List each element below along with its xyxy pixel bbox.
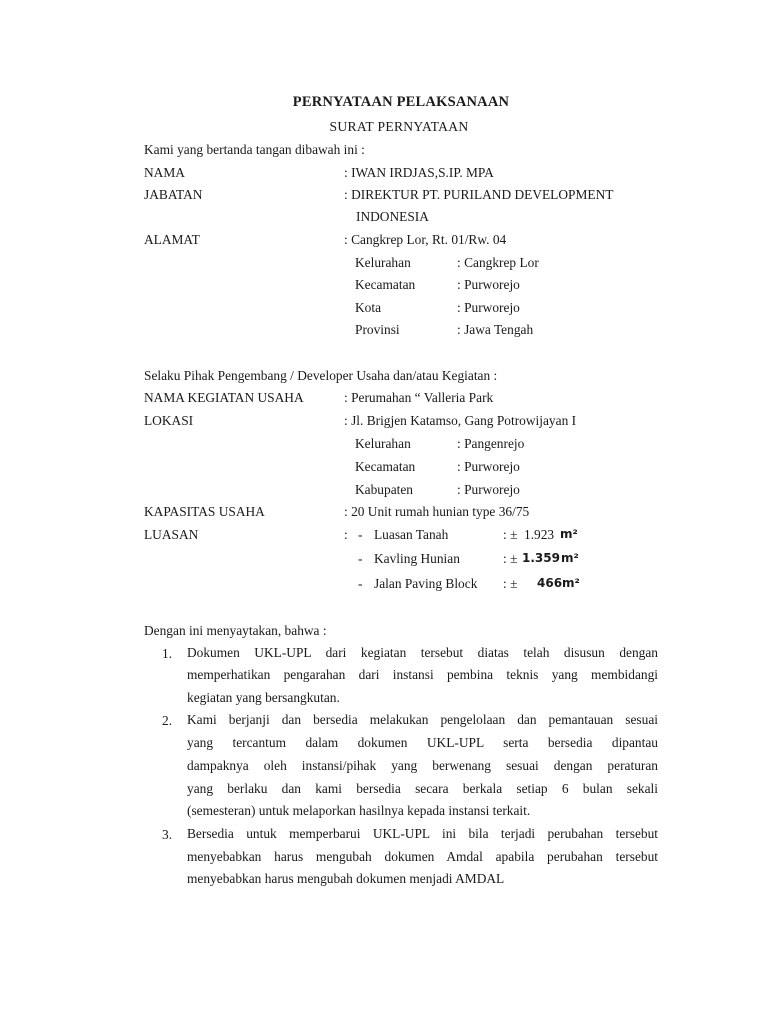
statement-2-line-4: yang berlaku dan kami bersedia secara berkala setiap 6 bulan sekali [187,781,658,796]
nama-label: NAMA [144,165,185,180]
paving-unit: m² [562,576,580,590]
luasan-tanah-sep: : ± [503,527,518,542]
jabatan-label: JABATAN [144,187,203,202]
kavling-unit: m² [561,551,579,565]
document-title: PERNYATAAN PELAKSANAAN [292,94,510,110]
luasan-tanah-dash: - [358,527,363,542]
kavling-value: 1.359 [522,551,560,565]
nama-value: : IWAN IRDJAS,S.IP. MPA [344,165,494,180]
statement-3-number: 3. [162,827,173,842]
statement-intro: Dengan ini menyaytakan, bahwa : [144,623,327,638]
statement-1-line-2: memperhatikan pengarahan dari instansi pembina teknis yang membidangi [187,667,658,682]
kavling-sep: : ± [503,551,518,566]
statement-2-line-3: dampaknya oleh instansi/pihak yang berwenang sesuai dengan peraturan [187,758,658,773]
kapasitas-label: KAPASITAS USAHA [144,504,265,519]
lokasi-value: : Jl. Brigjen Katamso, Gang Potrowijayan I [344,413,577,428]
statement-2-line-2: yang tercantum dalam dokumen UKL-UPL serta bersedia dipantau [187,735,658,750]
intro-text: Kami yang bertanda tangan dibawah ini : [144,142,365,157]
kavling-label: Kavling Hunian [374,551,460,566]
statement-1-number: 1. [162,646,173,661]
jabatan-value: : DIREKTUR PT. PURILAND DEVELOPMENT [344,187,614,202]
luasan-tanah-value: 1.923 [524,527,555,542]
alamat-kota-label: Kota [355,300,382,315]
statement-3-line-2: menyebabkan harus mengubah dokumen Amdal apabila perubahan tersebut [187,849,658,864]
luasan-tanah-label: Luasan Tanah [374,527,449,542]
paving-dash: - [358,576,363,591]
alamat-kelurahan-label: Kelurahan [355,255,411,270]
statement-3-line-1: Bersedia untuk memperbarui UKL-UPL ini bila terjadi perubahan tersebut [187,826,658,841]
alamat-kelurahan-value: : Cangkrep Lor [457,255,539,270]
luasan-label: LUASAN [144,527,199,542]
statement-1-line-3: kegiatan yang bersangkutan. [187,690,340,705]
alamat-kecamatan-label: Kecamatan [355,277,416,292]
kavling-dash: - [358,551,363,566]
alamat-kecamatan-value: : Purworejo [457,277,520,292]
lokasi-kecamatan-value: : Purworejo [457,459,520,474]
lokasi-kelurahan-label: Kelurahan [355,436,411,451]
lokasi-kelurahan-value: : Pangenrejo [457,436,525,451]
statement-2-number: 2. [162,713,173,728]
paving-sep: : ± [503,576,518,591]
developer-intro: Selaku Pihak Pengembang / Developer Usaha dan/atau Kegiatan : [144,368,498,383]
statement-1-line-1: Dokumen UKL-UPL dari kegiatan tersebut diatas telah disusun dengan [187,645,658,660]
alamat-provinsi-label: Provinsi [355,322,400,337]
nama-kegiatan-value: : Perumahan “ Valleria Park [344,390,494,405]
jabatan-value-cont: INDONESIA [356,209,429,224]
alamat-value: : Cangkrep Lor, Rt. 01/Rw. 04 [344,232,507,247]
luasan-colon: : [344,527,348,542]
paving-value: 466 [537,576,563,590]
statement-2-line-1: Kami berjanji dan bersedia melakukan pengelolaan dan pemantauan sesuai [187,712,658,727]
alamat-label: ALAMAT [144,232,200,247]
lokasi-kabupaten-value: : Purworejo [457,482,520,497]
lokasi-kecamatan-label: Kecamatan [355,459,416,474]
alamat-provinsi-value: : Jawa Tengah [457,322,534,337]
nama-kegiatan-label: NAMA KEGIATAN USAHA [144,390,304,405]
alamat-kota-value: : Purworejo [457,300,520,315]
statement-2-line-5: (semesteran) untuk melaporkan hasilnya kepada instansi terkait. [187,803,531,818]
kapasitas-value: : 20 Unit rumah hunian type 36/75 [344,504,530,519]
statement-3-line-3: menyebabkan harus mengubah dokumen menjadi AMDAL [187,871,505,886]
document-subtitle: SURAT PERNYATAAN [329,119,469,134]
lokasi-label: LOKASI [144,413,194,428]
luasan-tanah-unit: m² [560,527,578,541]
lokasi-kabupaten-label: Kabupaten [355,482,414,497]
paving-label: Jalan Paving Block [374,576,478,591]
